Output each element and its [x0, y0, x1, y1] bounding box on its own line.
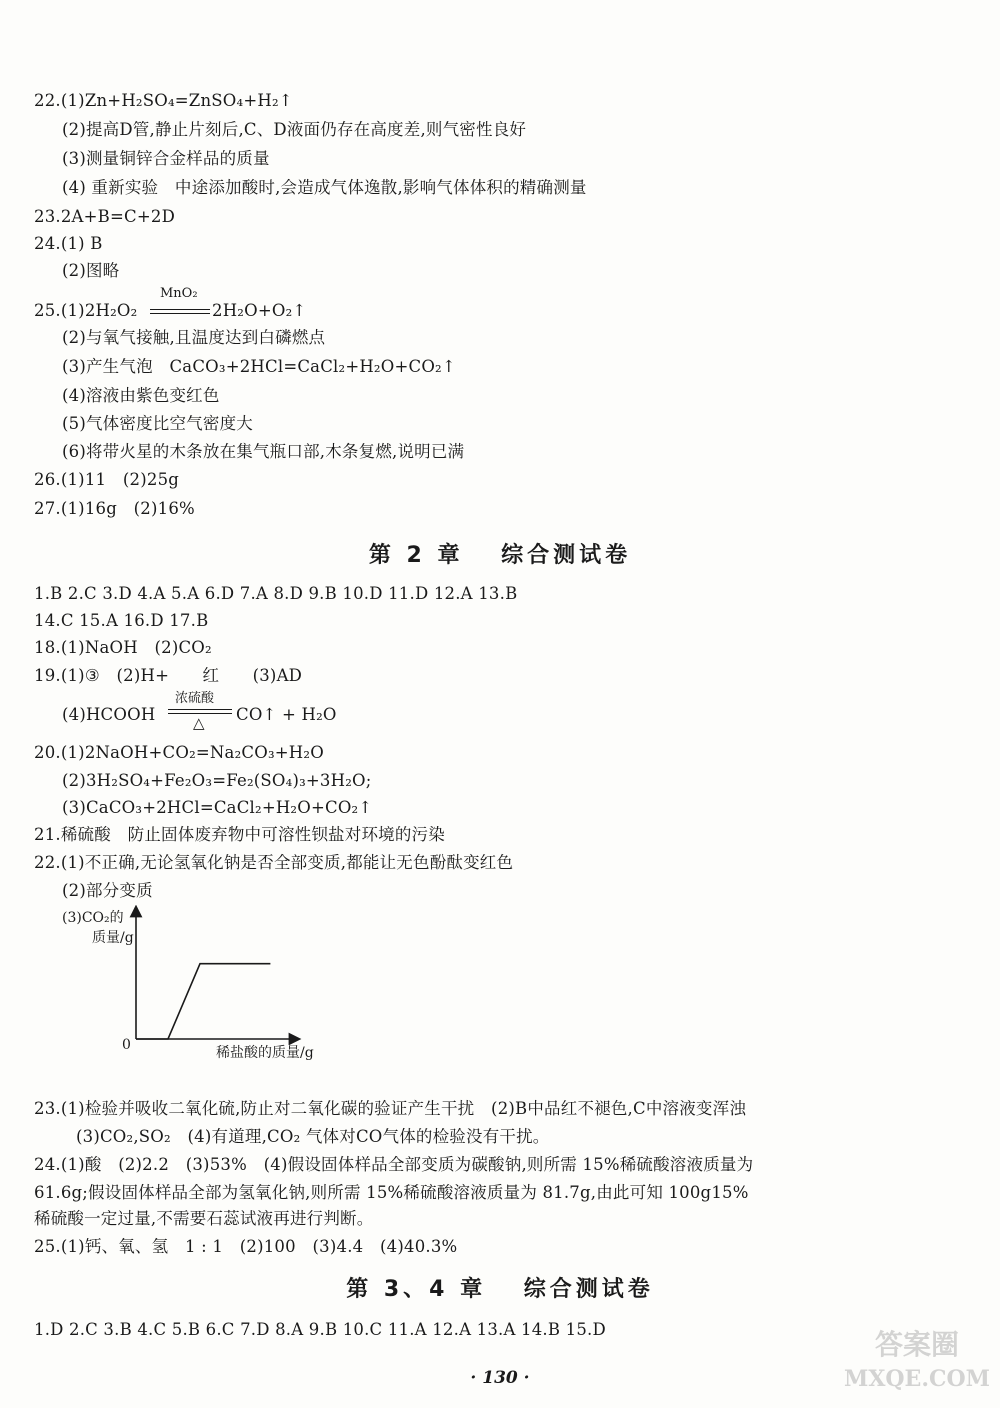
answer-25-3: (3)产生气泡 CaCO₃+2HCl=CaCl₂+H₂O+CO₂↑	[62, 357, 456, 376]
reaction-sign	[150, 309, 210, 310]
answer-27: 27.(1)16g (2)16%	[34, 499, 195, 518]
answer-24-1: 24.(1) B	[34, 234, 103, 253]
watermark-logo	[842, 1324, 992, 1400]
answer-19: 19.(1)③ (2)H+ 红 (3)AD	[34, 666, 303, 685]
chart-ylabel: 质量/g	[92, 930, 134, 946]
answer-25-2: (2)与氧气接触,且温度达到白磷燃点	[62, 328, 326, 347]
chart-xlabel: 稀盐酸的质量/g	[216, 1045, 314, 1061]
answer-24-cont1: 61.6g;假设固体样品全部为氢氧化钠,则所需 15%稀硫酸溶液质量为 81.7g,由此可知 100g15%	[34, 1183, 749, 1202]
answer-25b: 25.(1)钙、氧、氢 1 : 1 (2)100 (3)4.4 (4)40.3%	[34, 1237, 458, 1256]
ch2-answers-row2: 14.C 15.A 16.D 17.B	[34, 611, 209, 630]
page-number: · 130 ·	[470, 1368, 530, 1388]
chart-origin: 0	[122, 1037, 131, 1053]
answer-22-2: (2)提高D管,静止片刻后,C、D液面仍存在高度差,则气密性良好	[62, 120, 527, 139]
answer-25-1-right: 2H₂O+O₂↑	[212, 301, 307, 320]
co2-mass-chart	[120, 905, 320, 1045]
answer-20-2: (2)3H₂SO₄+Fe₂O₃=Fe₂(SO₄)₃+3H₂O;	[62, 771, 372, 790]
answer-22-2b: (2)部分变质	[62, 881, 153, 900]
answer-25-5: (5)气体密度比空气密度大	[62, 414, 253, 433]
answer-22-3: (3)测量铜锌合金样品的质量	[62, 149, 270, 168]
answer-22-4: (4) 重新实验 中途添加酸时,会造成气体逸散,影响气体体积的精确测量	[62, 178, 587, 197]
heat-symbol: △	[193, 714, 205, 732]
chart-label-top: (3)CO₂的	[62, 910, 124, 926]
watermark-top: 答案圈	[874, 1328, 960, 1361]
answer-22-1: 22.(1)Zn+H₂SO₄=ZnSO₄+H₂↑	[34, 91, 293, 110]
co2-mass-series	[136, 964, 270, 1039]
condition-top: 浓硫酸	[175, 691, 215, 706]
answer-25-6: (6)将带火星的木条放在集气瓶口部,木条复燃,说明已满	[62, 442, 465, 461]
ch34-answers-row1: 1.D 2.C 3.B 4.C 5.B 6.C 7.D 8.A 9.B 10.C 11.A 12.A 13.A 14.B 15.D	[34, 1320, 606, 1339]
answer-19-4-left: (4)HCOOH	[62, 705, 156, 724]
answer-18: 18.(1)NaOH (2)CO₂	[34, 638, 212, 657]
answer-19-4-right: CO↑ + H₂O	[236, 705, 337, 724]
answer-24-1b: 24.(1)酸 (2)2.2 (3)53% (4)假设固体样品全部变质为碳酸钠,则所需 15%稀硫酸溶液质量为	[34, 1155, 754, 1174]
catalyst-condition: MnO₂	[160, 286, 198, 301]
answer-23: 23.2A+B=C+2D	[34, 207, 176, 226]
answer-21: 21.稀硫酸 防止固体废弃物中可溶性钡盐对环境的污染	[34, 825, 445, 844]
answer-20-3: (3)CaCO₃+2HCl=CaCl₂+H₂O+CO₂↑	[62, 798, 373, 817]
answer-26: 26.(1)11 (2)25g	[34, 470, 180, 489]
answer-25-1-left: 25.(1)2H₂O₂	[34, 301, 138, 320]
reaction-sign-2	[150, 313, 210, 314]
answer-20-1: 20.(1)2NaOH+CO₂=Na₂CO₃+H₂O	[34, 743, 324, 762]
watermark-bottom: MXQE.COM	[843, 1366, 991, 1392]
reaction-sign-19	[168, 709, 232, 710]
answer-23-3b: (3)CO₂,SO₂ (4)有道理,CO₂ 气体对CO气体的检验没有干扰。	[76, 1127, 550, 1146]
answer-25-4: (4)溶液由紫色变红色	[62, 386, 220, 405]
answer-22-1b: 22.(1)不正确,无论氢氧化钠是否全部变质,都能让无色酚酞变红色	[34, 853, 514, 872]
ch2-answers-row1: 1.B 2.C 3.D 4.A 5.A 6.D 7.A 8.D 9.B 10.D 11.D 12.A 13.B	[34, 584, 518, 603]
answer-24-cont2: 稀硫酸一定过量,不需要石蕊试液再进行判断。	[34, 1209, 374, 1228]
answer-23-1b: 23.(1)检验并吸收二氧化硫,防止对二氧化碳的验证产生干扰 (2)B中品红不褪色,C中溶液变浑浊	[34, 1099, 747, 1118]
chapter-2-heading: 第 2 章 综合测试卷	[368, 543, 632, 568]
answer-24-2: (2)图略	[62, 261, 120, 280]
chapter-3-4-heading: 第 3、4 章 综合测试卷	[346, 1277, 654, 1302]
